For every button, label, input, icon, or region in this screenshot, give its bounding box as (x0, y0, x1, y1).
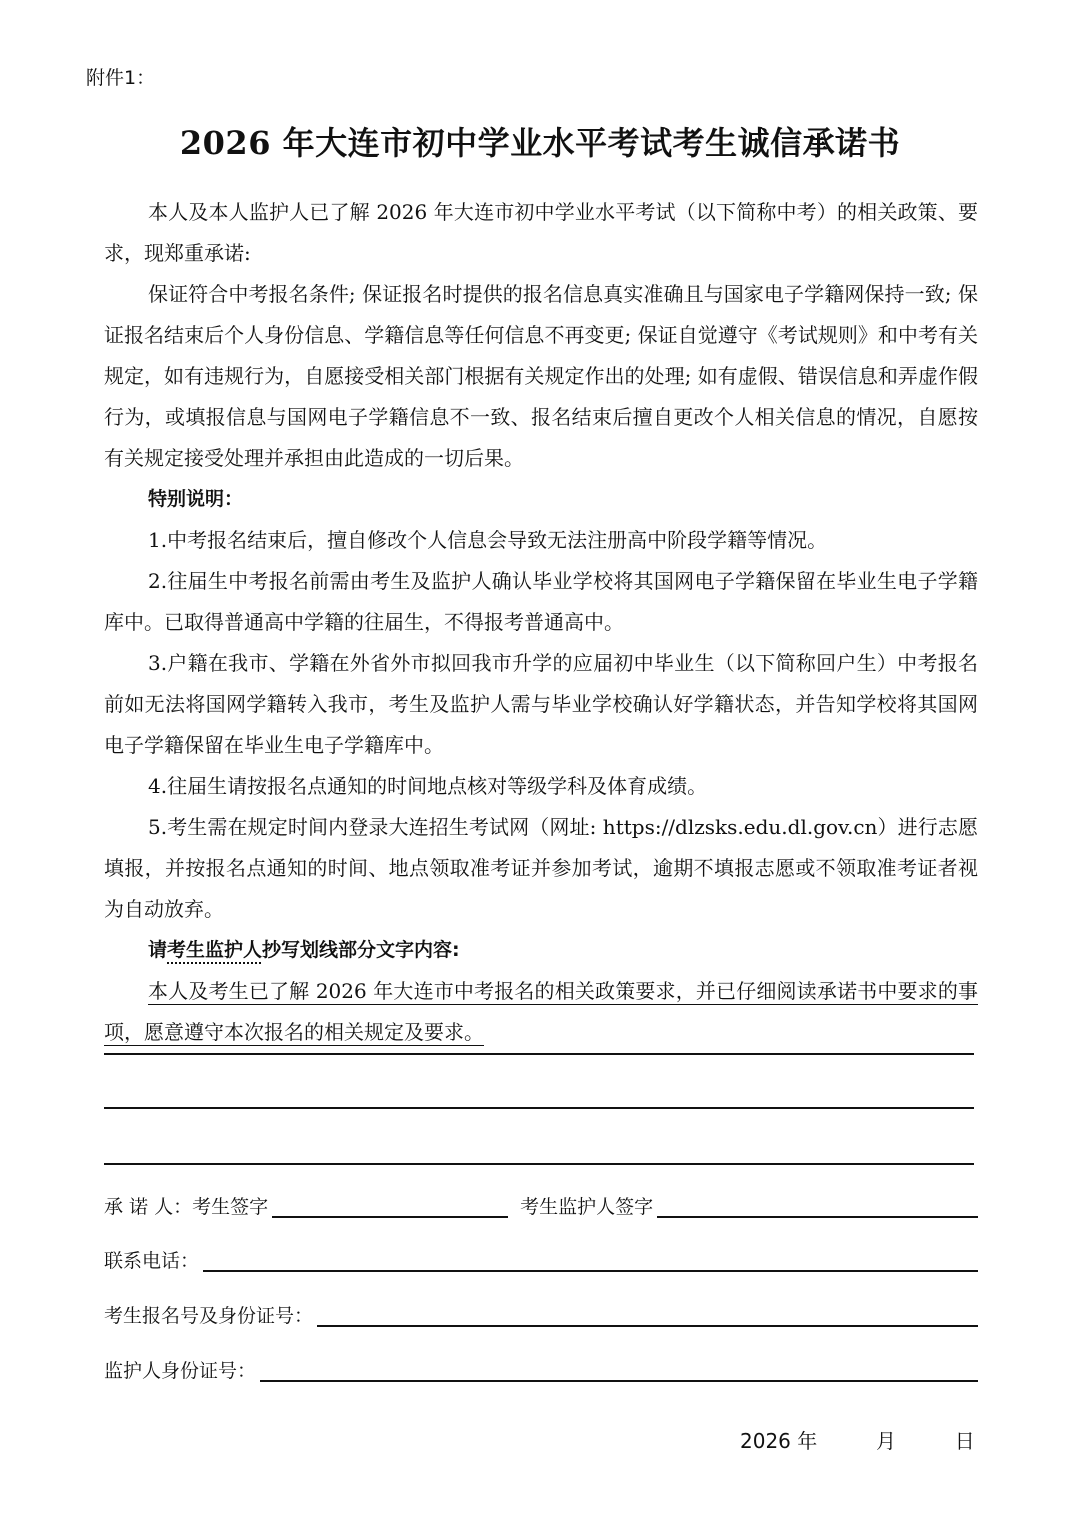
reg-id-field[interactable] (317, 1301, 978, 1327)
special-heading: 特别说明： (148, 488, 244, 510)
guardian-signature-field[interactable] (657, 1192, 978, 1218)
guardian-id-field[interactable] (260, 1356, 978, 1382)
special-item-1: 1.中考报名结束后，擅自修改个人信息会导致无法注册高中阶段学籍等情况。 (148, 528, 828, 552)
phone-label: 联系电话： (104, 1250, 200, 1272)
copy-text: 本人及考生已了解 2026 年大连市中考报名的相关政策要求，并已仔细阅读承诺书中要求的事项，愿意遵守本次报名的相关规定及要求。 (104, 979, 978, 1044)
signature-row (104, 1186, 978, 1220)
intro-paragraph: 本人及本人监护人已了解 2026 年大连市初中学业水平考试（以下简称中考）的相关政策、要求，现郑重承诺: (104, 200, 978, 265)
special-item-2: 2.往届生中考报名前需由考生及监护人确认毕业学校将其国网电子学籍保留在毕业生电子学籍库中。已取得普通高中学籍的往届生，不得报考普通高中。 (104, 569, 978, 634)
handwriting-line-3[interactable] (104, 1163, 974, 1165)
document-body (104, 192, 978, 1053)
special-item-4: 4.往届生请按报名点通知的时间地点核对等级学科及体育成绩。 (148, 774, 708, 798)
date-month: 月 (875, 1429, 896, 1453)
promisor-label: 承 诺 人：考生签字 (104, 1196, 269, 1218)
copy-instruction-emphasis: 考生监护人 (167, 939, 263, 961)
reg-id-label: 考生报名号及身份证号： (104, 1305, 314, 1327)
copy-text-paragraph (104, 971, 978, 1053)
copy-instruction (104, 930, 978, 971)
special-item-5: 5.考生需在规定时间内登录大连招生考试网（网址: https://dlzsks.edu.dl.gov.cn）进行志愿填报，并按报名点通知的时间、地点领取准考证并参加考试，逾期不填报志愿或不领取准考证者视为自动放弃。 (104, 815, 978, 921)
copy-instruction-suffix: 抄写划线部分文字内容: (262, 939, 460, 961)
document-title: 2026 年大连市初中学业水平考试考生诚信承诺书 (179, 124, 901, 162)
copy-instruction-prefix: 请 (148, 939, 168, 961)
student-signature-field[interactable] (272, 1192, 508, 1218)
phone-field[interactable] (203, 1246, 978, 1272)
guardian-id-row (104, 1350, 978, 1384)
phone-row (104, 1240, 978, 1274)
guarantee-paragraph: 保证符合中考报名条件; 保证报名时提供的报名信息真实准确且与国家电子学籍网保持一致; 保证报名结束后个人身份信息、学籍信息等任何信息不再变更; 保证自觉遵守《考试规则》和中考有关规定，如有违规行为，自愿接受相关部门根据有关规定作出的处理; 如有虚假、错误信息和弄虚作假行为，或填报信息与国网电子学籍信息不一致、报名结束后擅自更改个人相关信息的情况，自愿按有关规定接受处理并承担由此造成的一切后果。 (104, 282, 978, 470)
guardian-id-label: 监护人身份证号： (104, 1360, 257, 1382)
guardian-sign-label: 考生监护人签字 (520, 1196, 654, 1218)
handwriting-line-2[interactable] (104, 1107, 974, 1109)
special-item-3: 3.户籍在我市、学籍在外省外市拟回我市升学的应届初中毕业生（以下简称回户生）中考报名前如无法将国网学籍转入我市，考生及监护人需与毕业学校确认好学籍状态，并告知学校将其国网电子学籍保留在毕业生电子学籍库中。 (104, 651, 978, 757)
date-row (740, 1425, 975, 1454)
handwriting-line-1[interactable] (104, 1053, 974, 1055)
reg-id-row (104, 1295, 978, 1329)
date-day: 日 (954, 1429, 975, 1453)
attachment-label: 附件1： (86, 67, 156, 89)
date-year: 2026 年 (740, 1429, 818, 1453)
